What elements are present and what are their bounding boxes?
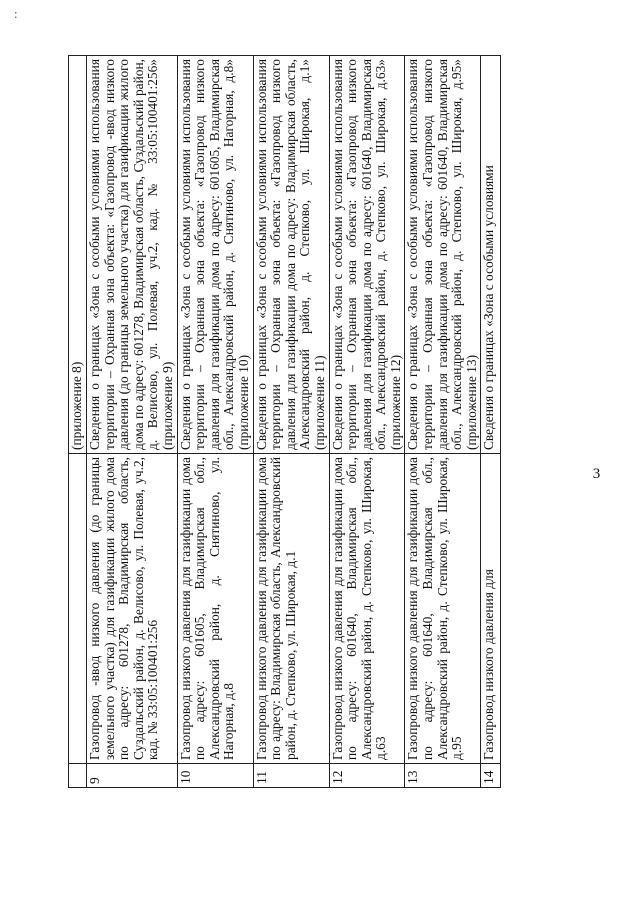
info-cell: Сведения о границах «Зона с особыми условиями [481, 56, 501, 454]
num-cell: 11 [253, 764, 329, 788]
num-cell: 13 [405, 764, 481, 788]
table-row [405, 56, 481, 788]
objects-table [68, 55, 501, 788]
name-cell: Газопровод низкого давления для газификации дома по адресу: 601640, Владимирская обл., Александровский район, д. Степково, ул. Широкая, д.95 [405, 454, 481, 764]
corner-mark: : [14, 6, 18, 21]
table-row [87, 56, 178, 788]
name-cell: Газопровод низкого давления для газификации дома по адресу: 601640, Владимирская обл., Александровский район, д. Степково, ул. Широкая, д.63 [329, 454, 405, 764]
name-cell: Газопровод низкого давления для газификации дома по адресу: Владимирская область, Александровский район, д. Степково, ул. Широкая, д.1 [253, 454, 329, 764]
info-cell: Сведения о границах «Зона с особыми условиями использования территории – Охранная зона объекта: «Газопровод низкого давления для газификации дома по адресу: Владимирская область, Александровский район, д. Степково, ул. Широкая, д.1» (приложение 11) [253, 56, 329, 454]
table-row [481, 56, 501, 788]
num-cell: 10 [177, 764, 253, 788]
table-row [177, 56, 253, 788]
table-row [69, 56, 87, 788]
num-cell [69, 764, 87, 788]
name-cell: Газопровод -ввод низкого давления (до границы земельного участка) для газификации жилого дома по адресу: 601278, Владимирская область, Суздальский район, д. Велисово, ул. Полевая, уч.2, кад. № 33:05:100401:256 [87, 454, 178, 764]
table-row [329, 56, 405, 788]
name-cell: Газопровод низкого давления для [481, 454, 501, 764]
num-cell: 14 [481, 764, 501, 788]
num-cell: 12 [329, 764, 405, 788]
info-cell: Сведения о границах «Зона с особыми условиями использования территории – Охранная зона объекта: «Газопровод -ввод низкого давления (до границы земельного участка) для газификации жилого дома по адресу: 601278, Владимирская область, Суздальский район, д. Велисово, ул. Полевая, уч.2, кад. № 33:05:100401:256» (приложение 9) [87, 56, 178, 454]
info-cell: Сведения о границах «Зона с особыми условиями использования территории – Охранная зона объекта: «Газопровод низкого давления для газификации дома по адресу: 601605, Владимирская обл., Александровский район, д. Снятиново, ул. Нагорная, д.8» (приложение 10) [177, 56, 253, 454]
table-row [253, 56, 329, 788]
page-number: 3 [592, 465, 601, 482]
info-cell: Сведения о границах «Зона с особыми условиями использования территории – Охранная зона объекта: «Газопровод низкого давления для газификации дома по адресу: 601640, Владимирская обл., Александровский район, д. Степково, ул. Широкая, д.95» (приложение 13) [405, 56, 481, 454]
num-cell: 9 [87, 764, 178, 788]
name-cell [69, 454, 87, 764]
info-cell: (приложение 8) [69, 56, 87, 454]
name-cell: Газопровод низкого давления для газификации дома по адресу: 601605, Владимирская обл., Александровский район, д. Снятиново, ул. Нагорная, д.8 [177, 454, 253, 764]
info-cell: Сведения о границах «Зона с особыми условиями использования территории – Охранная зона объекта: «Газопровод низкого давления для газификации дома по адресу: 601640, Владимирская обл., Александровский район, д. Степково, ул. Широкая, д.63» (приложение 12) [329, 56, 405, 454]
